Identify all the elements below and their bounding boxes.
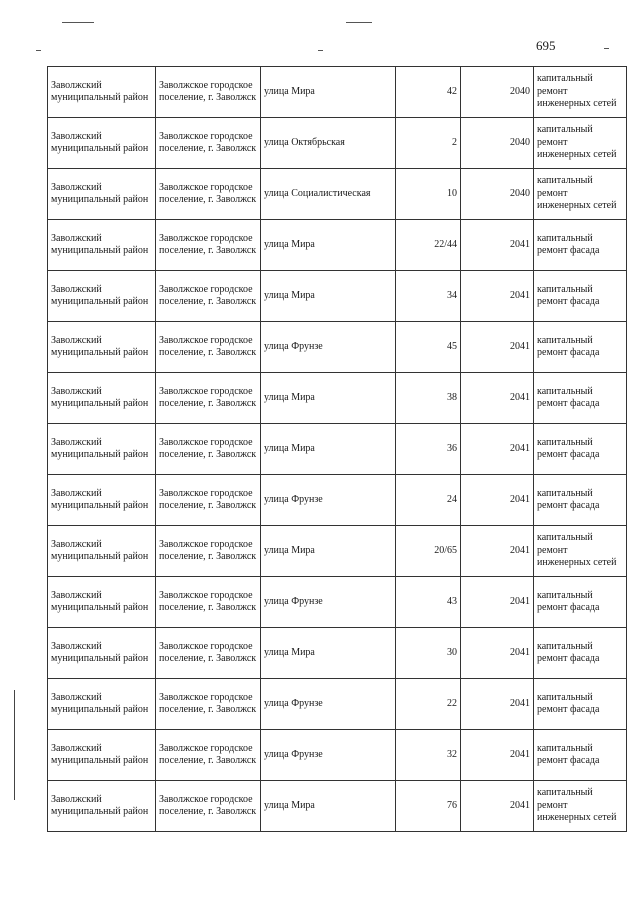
table-row: [48, 220, 627, 271]
year-cell: 2041: [461, 322, 534, 373]
house-number-cell: 32: [396, 730, 461, 781]
work-type-cell: капитальный ремонт фасада: [534, 373, 627, 424]
page-number: 695: [536, 38, 556, 53]
table-row: [48, 373, 627, 424]
work-type-cell: капитальный ремонт инженерных сетей: [534, 526, 627, 577]
table-row: [48, 118, 627, 169]
street-cell: улица Мира: [261, 220, 396, 271]
settlement-cell: Заволжское городское поселение, г. Заволжск: [156, 373, 261, 424]
table-row: [48, 475, 627, 526]
house-number-cell: 30: [396, 628, 461, 679]
year-cell: 2041: [461, 424, 534, 475]
housing-repair-table: [47, 66, 627, 832]
work-type-cell: капитальный ремонт фасада: [534, 679, 627, 730]
settlement-cell: Заволжское городское поселение, г. Заволжск: [156, 169, 261, 220]
district-cell: Заволжский муниципальный район: [48, 373, 156, 424]
settlement-cell: Заволжское городское поселение, г. Заволжск: [156, 679, 261, 730]
settlement-cell: Заволжское городское поселение, г. Заволжск: [156, 730, 261, 781]
work-type-cell: капитальный ремонт фасада: [534, 475, 627, 526]
work-type-cell: капитальный ремонт инженерных сетей: [534, 118, 627, 169]
work-type-cell: капитальный ремонт инженерных сетей: [534, 67, 627, 118]
district-cell: Заволжский муниципальный район: [48, 781, 156, 832]
settlement-cell: Заволжское городское поселение, г. Заволжск: [156, 67, 261, 118]
street-cell: улица Фрунзе: [261, 679, 396, 730]
table-row: [48, 781, 627, 832]
year-cell: 2041: [461, 730, 534, 781]
work-type-cell: капитальный ремонт фасада: [534, 577, 627, 628]
year-cell: 2040: [461, 67, 534, 118]
house-number-cell: 36: [396, 424, 461, 475]
table-body: [48, 67, 627, 832]
settlement-cell: Заволжское городское поселение, г. Заволжск: [156, 577, 261, 628]
house-number-cell: 43: [396, 577, 461, 628]
house-number-cell: 22/44: [396, 220, 461, 271]
house-number-cell: 34: [396, 271, 461, 322]
house-number-cell: 2: [396, 118, 461, 169]
table-row: [48, 679, 627, 730]
year-cell: 2040: [461, 169, 534, 220]
work-type-cell: капитальный ремонт фасада: [534, 628, 627, 679]
district-cell: Заволжский муниципальный район: [48, 475, 156, 526]
scan-artifact-left-edge: [14, 690, 15, 800]
scan-artifact-top-center: [346, 22, 372, 23]
scan-artifact-top-left: [62, 22, 94, 23]
settlement-cell: Заволжское городское поселение, г. Заволжск: [156, 781, 261, 832]
house-number-cell: 22: [396, 679, 461, 730]
work-type-cell: капитальный ремонт фасада: [534, 271, 627, 322]
street-cell: улица Мира: [261, 373, 396, 424]
street-cell: улица Мира: [261, 781, 396, 832]
scan-artifact-mid-dash: [318, 50, 323, 51]
work-type-cell: капитальный ремонт фасада: [534, 730, 627, 781]
scan-artifact-right-dash: [604, 48, 609, 49]
district-cell: Заволжский муниципальный район: [48, 628, 156, 679]
table-row: [48, 67, 627, 118]
district-cell: Заволжский муниципальный район: [48, 169, 156, 220]
work-type-cell: капитальный ремонт фасада: [534, 322, 627, 373]
settlement-cell: Заволжское городское поселение, г. Заволжск: [156, 628, 261, 679]
table-row: [48, 526, 627, 577]
district-cell: Заволжский муниципальный район: [48, 220, 156, 271]
street-cell: улица Мира: [261, 526, 396, 577]
settlement-cell: Заволжское городское поселение, г. Заволжск: [156, 118, 261, 169]
settlement-cell: Заволжское городское поселение, г. Заволжск: [156, 322, 261, 373]
district-cell: Заволжский муниципальный район: [48, 424, 156, 475]
house-number-cell: 20/65: [396, 526, 461, 577]
house-number-cell: 45: [396, 322, 461, 373]
year-cell: 2041: [461, 373, 534, 424]
year-cell: 2041: [461, 781, 534, 832]
table-row: [48, 577, 627, 628]
street-cell: улица Социалистическая: [261, 169, 396, 220]
year-cell: 2041: [461, 679, 534, 730]
street-cell: улица Мира: [261, 628, 396, 679]
work-type-cell: капитальный ремонт фасада: [534, 424, 627, 475]
house-number-cell: 76: [396, 781, 461, 832]
year-cell: 2041: [461, 271, 534, 322]
work-type-cell: капитальный ремонт фасада: [534, 220, 627, 271]
year-cell: 2041: [461, 220, 534, 271]
table-row: [48, 730, 627, 781]
table-row: [48, 271, 627, 322]
street-cell: улица Фрунзе: [261, 577, 396, 628]
street-cell: улица Фрунзе: [261, 475, 396, 526]
table-row: [48, 169, 627, 220]
district-cell: Заволжский муниципальный район: [48, 118, 156, 169]
street-cell: улица Фрунзе: [261, 730, 396, 781]
house-number-cell: 10: [396, 169, 461, 220]
settlement-cell: Заволжское городское поселение, г. Заволжск: [156, 526, 261, 577]
street-cell: улица Мира: [261, 271, 396, 322]
year-cell: 2041: [461, 475, 534, 526]
street-cell: улица Фрунзе: [261, 322, 396, 373]
year-cell: 2041: [461, 577, 534, 628]
table-row: [48, 424, 627, 475]
district-cell: Заволжский муниципальный район: [48, 67, 156, 118]
street-cell: улица Мира: [261, 67, 396, 118]
district-cell: Заволжский муниципальный район: [48, 322, 156, 373]
settlement-cell: Заволжское городское поселение, г. Заволжск: [156, 220, 261, 271]
work-type-cell: капитальный ремонт инженерных сетей: [534, 169, 627, 220]
house-number-cell: 24: [396, 475, 461, 526]
year-cell: 2041: [461, 628, 534, 679]
district-cell: Заволжский муниципальный район: [48, 526, 156, 577]
settlement-cell: Заволжское городское поселение, г. Заволжск: [156, 271, 261, 322]
settlement-cell: Заволжское городское поселение, г. Заволжск: [156, 424, 261, 475]
house-number-cell: 42: [396, 67, 461, 118]
settlement-cell: Заволжское городское поселение, г. Заволжск: [156, 475, 261, 526]
street-cell: улица Мира: [261, 424, 396, 475]
district-cell: Заволжский муниципальный район: [48, 679, 156, 730]
year-cell: 2040: [461, 118, 534, 169]
scan-artifact-left-dash: [36, 50, 41, 51]
district-cell: Заволжский муниципальный район: [48, 730, 156, 781]
district-cell: Заволжский муниципальный район: [48, 577, 156, 628]
street-cell: улица Октябрьская: [261, 118, 396, 169]
house-number-cell: 38: [396, 373, 461, 424]
table-row: [48, 322, 627, 373]
table-row: [48, 628, 627, 679]
district-cell: Заволжский муниципальный район: [48, 271, 156, 322]
work-type-cell: капитальный ремонт инженерных сетей: [534, 781, 627, 832]
year-cell: 2041: [461, 526, 534, 577]
